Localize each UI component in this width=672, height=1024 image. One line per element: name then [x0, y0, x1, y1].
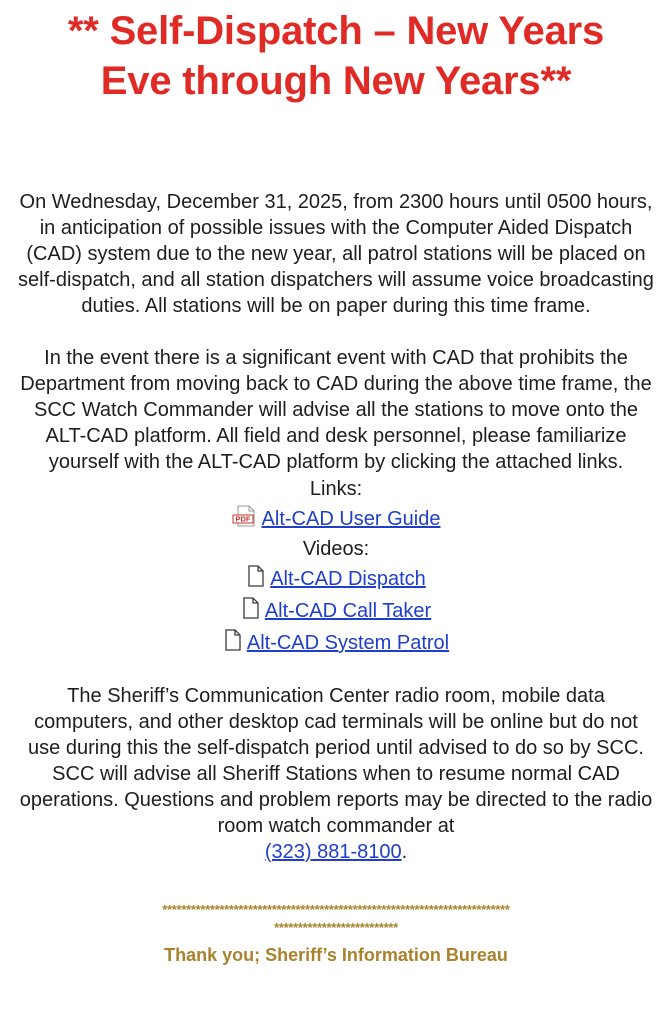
user-guide-link-row [0, 503, 672, 535]
intro-paragraph: On Wednesday, December 31, 2025, from 2300 hours until 0500 hours, in anticipation of possible issues with the Computer Aided Dispatch (CAD) system due to the new year, all patrol stations will be placed on self-dispatch, and all station dispatchers will assume voice broadcasting duties. All stations will be on paper during this time frame. [18, 191, 654, 317]
separator-stars-short: ************************** [274, 920, 398, 935]
file-icon [241, 597, 261, 629]
phone-line [0, 839, 672, 865]
video-link-row [0, 563, 672, 595]
video-link-row [0, 627, 672, 659]
alt-cad-system-patrol-link[interactable]: Alt-CAD System Patrol [246, 632, 450, 654]
video-link-row [0, 595, 672, 627]
signature: Thank you; Sheriff’s Information Bureau [164, 945, 508, 965]
videos-label: Videos: [302, 538, 370, 560]
alt-cad-paragraph: In the event there is a significant event with CAD that prohibits the Department from moving back to CAD during the above time frame, the SCC Watch Commander will advise all the stations to move onto the ALT-CAD platform. All field and desk personnel, please familiarize yourself with the ALT-CAD platform by clicking the attached links. [20, 347, 652, 473]
radio-room-paragraph: The Sheriff’s Communication Center radio room, mobile data computers, and other desktop cad terminals will be online but do not use during this the self-dispatch period until advised to do so by SCC. SCC will advise all Sheriff Stations when to resume normal CAD operations. Questions and problem reports may be directed to the radio room watch commander at [19, 685, 653, 837]
separator-stars: ************************************************************************* [162, 902, 510, 917]
alt-cad-user-guide-link[interactable]: Alt-CAD User Guide [261, 508, 441, 530]
file-icon [246, 565, 266, 597]
alt-cad-call-taker-link[interactable]: Alt-CAD Call Taker [264, 600, 432, 622]
phone-suffix: . [401, 841, 408, 863]
links-label: Links: [309, 478, 363, 500]
page-title [0, 6, 672, 106]
title-line-1: ** Self-Dispatch – New Years [67, 9, 605, 53]
pdf-file-icon [232, 505, 258, 537]
pdf-icon-text: PDF [235, 514, 251, 524]
title-line-2: Eve through New Years** [100, 59, 572, 103]
file-icon [223, 629, 243, 661]
phone-link[interactable]: (323) 881-8100 [264, 841, 402, 863]
alt-cad-dispatch-link[interactable]: Alt-CAD Dispatch [270, 568, 426, 590]
